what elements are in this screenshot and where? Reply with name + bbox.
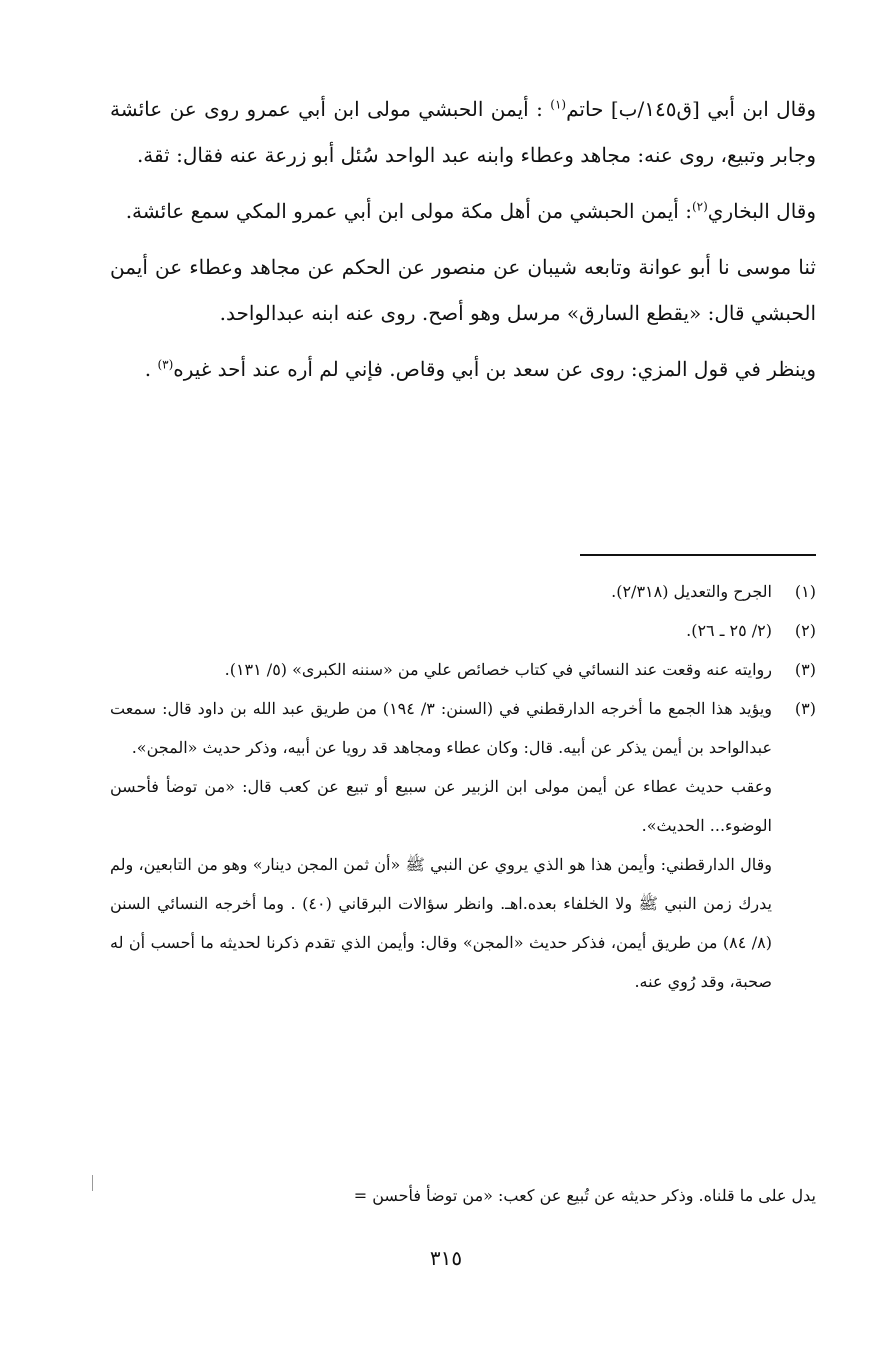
paragraph-text: : أيمن الحبشي مولى ابن أبي عمرو روى عن عائشة وجابر وتبيع، روى عنه: مجاهد وعطاء وابنه عبد الواحد سُئل أبو زرعة عنه فقال: ثقة. [110, 97, 816, 167]
main-paragraph-1 [110, 86, 816, 178]
footnote-4 [110, 689, 816, 1001]
footnote-number: (٢) [794, 621, 816, 640]
footnote-1 [110, 572, 816, 611]
main-paragraph-2 [110, 188, 816, 234]
footnote-continuation: يدل على ما قلناه. وذكر حديثه عن تُبيع عن كعب: «من توضأ فأحسن = [353, 1186, 816, 1205]
footnote-text: ويؤيد هذا الجمع ما أخرجه الدارقطني في (السنن: ٣/ ١٩٤) من طريق عبد الله بن داود قال: سمعت عبدالواحد بن أيمن يذكر عن أبيه. قال: وكان عطاء ومجاهد قد رويا عن أبيه، وذكر حديث «المجن». [110, 699, 773, 757]
footnote-separator [580, 554, 816, 556]
footnote-reference[interactable]: (١) [550, 97, 567, 112]
footnote-2 [110, 611, 816, 650]
paragraph-text: وقال البخاري [707, 199, 816, 223]
main-paragraph-3 [110, 244, 816, 336]
footnote-number: (٣) [794, 699, 816, 718]
footnote-text: وعقب حديث عطاء عن أيمن مولى ابن الزبير عن سبيع أو تبيع عن كعب قال: «من توضأ فأحسن الوضوء... الحديث». [110, 777, 772, 835]
main-paragraph-4 [110, 346, 816, 392]
paragraph-text: وينظر في قول المزي: روى عن سعد بن أبي وقاص. فإني لم أره عند أحد غيره [173, 357, 816, 381]
paragraph-text: ثنا موسى نا أبو عوانة وتابعه شيبان عن منصور عن الحكم عن مجاهد وعطاء عن أيمن الحبشي قال: «يقطع السارق» مرسل وهو أصح. روى عنه ابنه عبدالواحد. [110, 255, 816, 325]
footnote-body [110, 650, 772, 689]
paragraph-text: : أيمن الحبشي من أهل مكة مولى ابن أبي عمرو المكي سمع عائشة. [125, 199, 692, 223]
margin-mark [92, 1175, 94, 1191]
footnote-text: روايته عنه وقعت عند النسائي في كتاب خصائص علي من «سننه الكبرى» (٥/ ١٣١). [224, 660, 772, 679]
footnote-reference[interactable]: (٣) [157, 357, 174, 372]
footnote-body [110, 611, 772, 650]
footnote-text: وقال الدارقطني: وأيمن هذا هو الذي يروي عن النبي ﷺ «أن ثمن المجن دينار» وهو من التابعين، ولم يدرك زمن النبي ﷺ ولا الخلفاء بعده.اهـ. وانظر سؤالات البرقاني (٤٠) . وما أخرجه النسائي السنن (٨/ ٨٤) من طريق أيمن، فذكر حديث «المجن» وقال: وأيمن الذي تقدم ذكرنا لحديثه ما أحسب أن له صحبة، وقد رُوي عنه. [110, 855, 773, 991]
footnote-body [110, 689, 772, 1001]
footnote-text: (٢/ ٢٥ ـ ٢٦). [686, 621, 772, 640]
footnotes [110, 572, 816, 1001]
main-text [110, 86, 816, 402]
paragraph-text: . [144, 357, 158, 381]
footnote-text: الجرح والتعديل (٢/٣١٨). [611, 582, 772, 601]
footnote-3 [110, 650, 816, 689]
footnote-body [110, 572, 772, 611]
page-number: ٣١٥ [429, 1246, 463, 1270]
footnote-reference[interactable]: (٢) [691, 199, 708, 214]
footnote-number: (١) [794, 582, 816, 601]
footnote-number: (٣) [794, 660, 816, 679]
paragraph-text: وقال ابن أبي [ق١٤٥/ب] حاتم [566, 97, 816, 121]
